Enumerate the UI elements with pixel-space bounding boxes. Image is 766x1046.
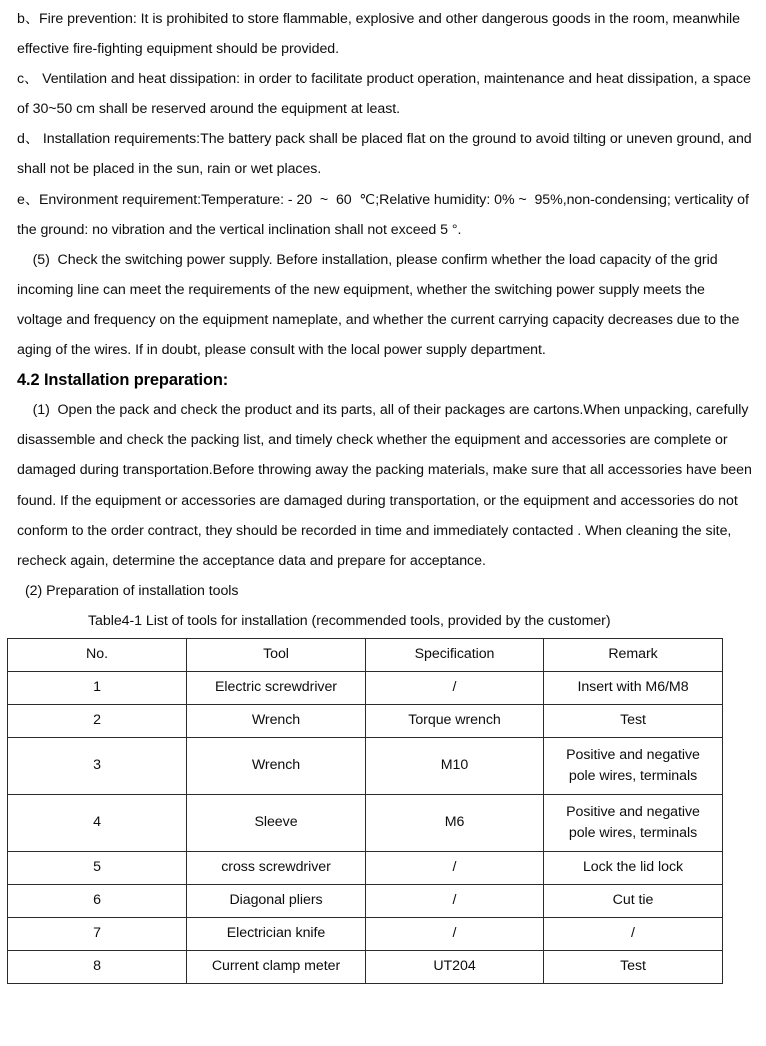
table-cell-tool: cross screwdriver <box>187 851 366 884</box>
sub-item-preparation-of-tools: (2) Preparation of installation tools <box>25 582 239 599</box>
table-row <box>8 737 723 794</box>
table-cell-tool: Current clamp meter <box>187 950 366 983</box>
table-header-tool: Tool <box>187 638 366 671</box>
table-cell-remark: Test <box>544 950 723 983</box>
table-cell-specification: / <box>366 917 544 950</box>
table-cell-tool: Diagonal pliers <box>187 884 366 917</box>
table-cell-remark-line1: Positive and negative <box>566 803 700 820</box>
paragraph-fire-prevention: b、Fire prevention: It is prohibited to store flammable, explosive and other dangerous goods in the room, meanwhile effective fire-fighting equipment should be provided. <box>17 11 744 58</box>
table-cell-specification: Torque wrench <box>366 704 544 737</box>
table-cell-no: 3 <box>8 737 187 794</box>
paragraph-installation-requirements: d、 Installation requirements:The battery pack shall be placed flat on the ground to avoid tilting or uneven ground, and shall not be placed in the sun, rain or wet places. <box>17 131 756 178</box>
table-cell-specification: / <box>366 851 544 884</box>
table-cell-remark: Insert with M6/M8 <box>544 671 723 704</box>
table-row <box>8 794 723 851</box>
table-cell-specification: / <box>366 884 544 917</box>
table-header-remark: Remark <box>544 638 723 671</box>
table-cell-no: 6 <box>8 884 187 917</box>
table-header-no: No. <box>8 638 187 671</box>
table-cell-remark: / <box>544 917 723 950</box>
table-cell-no: 2 <box>8 704 187 737</box>
table-cell-remark <box>544 794 723 851</box>
table-row <box>8 884 723 917</box>
table-cell-tool: Electric screwdriver <box>187 671 366 704</box>
table-header-row <box>8 638 723 671</box>
table-cell-remark: Test <box>544 704 723 737</box>
table-row <box>8 950 723 983</box>
paragraph-open-pack: (1) Open the pack and check the product and its parts, all of their packages are cartons.When unpacking, carefully disassemble and check the packing list, and timely check whether the equipment and accessories are complete or damaged during transportation.Before throwing away the packing materials, make sure that all accessories have been found. If the equipment or accessories are damaged during transportation, or the equipment and accessories do not conform to the order contract, they should be recorded in time and immediately contacted . When cleaning the site, recheck again, determine the acceptance data and prepare for acceptance. <box>17 402 756 569</box>
table-cell-no: 8 <box>8 950 187 983</box>
section-heading-4-2: 4.2 Installation preparation: <box>17 371 229 390</box>
table-cell-tool: Sleeve <box>187 794 366 851</box>
table-cell-remark: Lock the lid lock <box>544 851 723 884</box>
table-cell-remark: Cut tie <box>544 884 723 917</box>
table-row <box>8 704 723 737</box>
table-cell-tool: Wrench <box>187 704 366 737</box>
tools-table <box>7 638 723 984</box>
table-row <box>8 851 723 884</box>
table-cell-specification: / <box>366 671 544 704</box>
table-cell-specification: M6 <box>366 794 544 851</box>
table-cell-tool: Wrench <box>187 737 366 794</box>
table-cell-remark-line2: pole wires, terminals <box>568 767 698 784</box>
table-cell-remark-line2: pole wires, terminals <box>568 824 698 841</box>
table-cell-remark <box>544 737 723 794</box>
table-cell-tool: Electrician knife <box>187 917 366 950</box>
table-row <box>8 917 723 950</box>
table-cell-specification: UT204 <box>366 950 544 983</box>
table-cell-remark-line1: Positive and negative <box>566 746 700 763</box>
paragraph-environment-requirement: e、Environment requirement:Temperature: - 20 ~ 60 ℃;Relative humidity: 0% ~ 95%,non-condensing; verticality of the ground: no vibration and the vertical inclination shall not exceed 5 °. <box>17 191 753 238</box>
table-caption: Table4-1 List of tools for installation (recommended tools, provided by the customer) <box>88 612 611 629</box>
table-header-specification: Specification <box>366 638 544 671</box>
paragraph-ventilation: c、 Ventilation and heat dissipation: in order to facilitate product operation, maintenance and heat dissipation, a space of 30~50 cm shall be reserved around the equipment at least. <box>17 71 755 118</box>
table-cell-no: 1 <box>8 671 187 704</box>
table-cell-no: 4 <box>8 794 187 851</box>
table-cell-no: 7 <box>8 917 187 950</box>
table-row <box>8 671 723 704</box>
table-cell-no: 5 <box>8 851 187 884</box>
paragraph-check-switching-power-supply: (5) Check the switching power supply. Before installation, please confirm whether the load capacity of the grid incoming line can meet the requirements of the new equipment, whether the switching power supply meets the voltage and frequency on the equipment nameplate, and whether the current carrying capacity decreases due to the aging of the wires. If in doubt, please consult with the local power supply department. <box>17 251 744 359</box>
table-cell-specification: M10 <box>366 737 544 794</box>
